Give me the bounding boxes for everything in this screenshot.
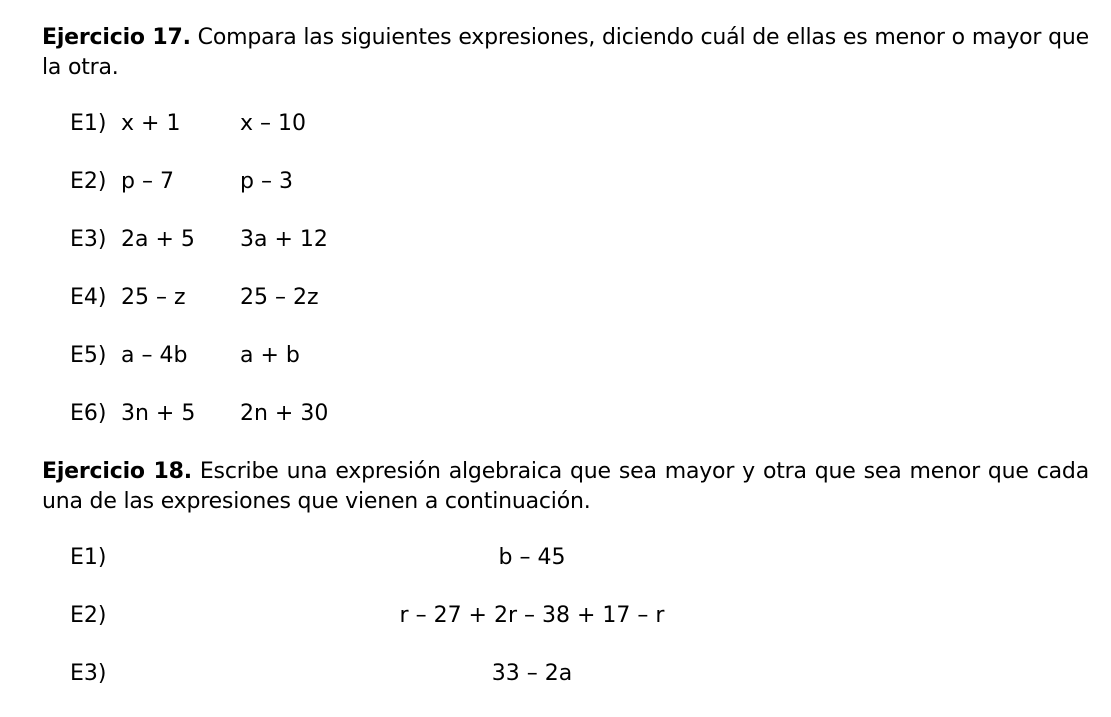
exercise-18-title: Ejercicio 18. bbox=[42, 459, 192, 484]
left-expression: p – 7 bbox=[121, 169, 174, 194]
right-expression: 25 – 2z bbox=[240, 285, 319, 310]
expression: 33 – 2a bbox=[491, 661, 573, 686]
right-expression: x – 10 bbox=[240, 111, 306, 136]
exercise-17-title: Ejercicio 17. bbox=[42, 25, 191, 50]
expression: b – 45 bbox=[498, 545, 566, 570]
item-label: E5) bbox=[70, 343, 107, 368]
item-label: E6) bbox=[70, 401, 107, 426]
item-label: E3) bbox=[70, 227, 107, 252]
left-expression: 25 – z bbox=[121, 285, 186, 310]
right-expression: 3a + 12 bbox=[240, 227, 328, 252]
exercise-18-text: Escribe una expresión algebraica que sea mayor y otra que sea menor que cada una de las expresiones que vienen a continuación. bbox=[42, 459, 1089, 514]
exercise-17-statement bbox=[42, 23, 1089, 83]
left-expression: 3n + 5 bbox=[121, 401, 196, 426]
exercise-17-text: Compara las siguientes expresiones, diciendo cuál de ellas es menor o mayor que la otra. bbox=[42, 25, 1089, 80]
left-expression: a – 4b bbox=[121, 343, 188, 368]
item-label: E2) bbox=[70, 169, 107, 194]
right-expression: 2n + 30 bbox=[240, 401, 329, 426]
left-expression: 2a + 5 bbox=[121, 227, 195, 252]
item-label: E2) bbox=[70, 603, 107, 628]
expression: r – 27 + 2r – 38 + 17 – r bbox=[399, 603, 665, 628]
item-label: E3) bbox=[70, 661, 107, 686]
right-expression: a + b bbox=[240, 343, 300, 368]
exercise-18-statement bbox=[42, 457, 1089, 517]
item-label: E1) bbox=[70, 111, 107, 136]
item-label: E1) bbox=[70, 545, 107, 570]
left-expression: x + 1 bbox=[121, 111, 181, 136]
item-label: E4) bbox=[70, 285, 107, 310]
right-expression: p – 3 bbox=[240, 169, 293, 194]
